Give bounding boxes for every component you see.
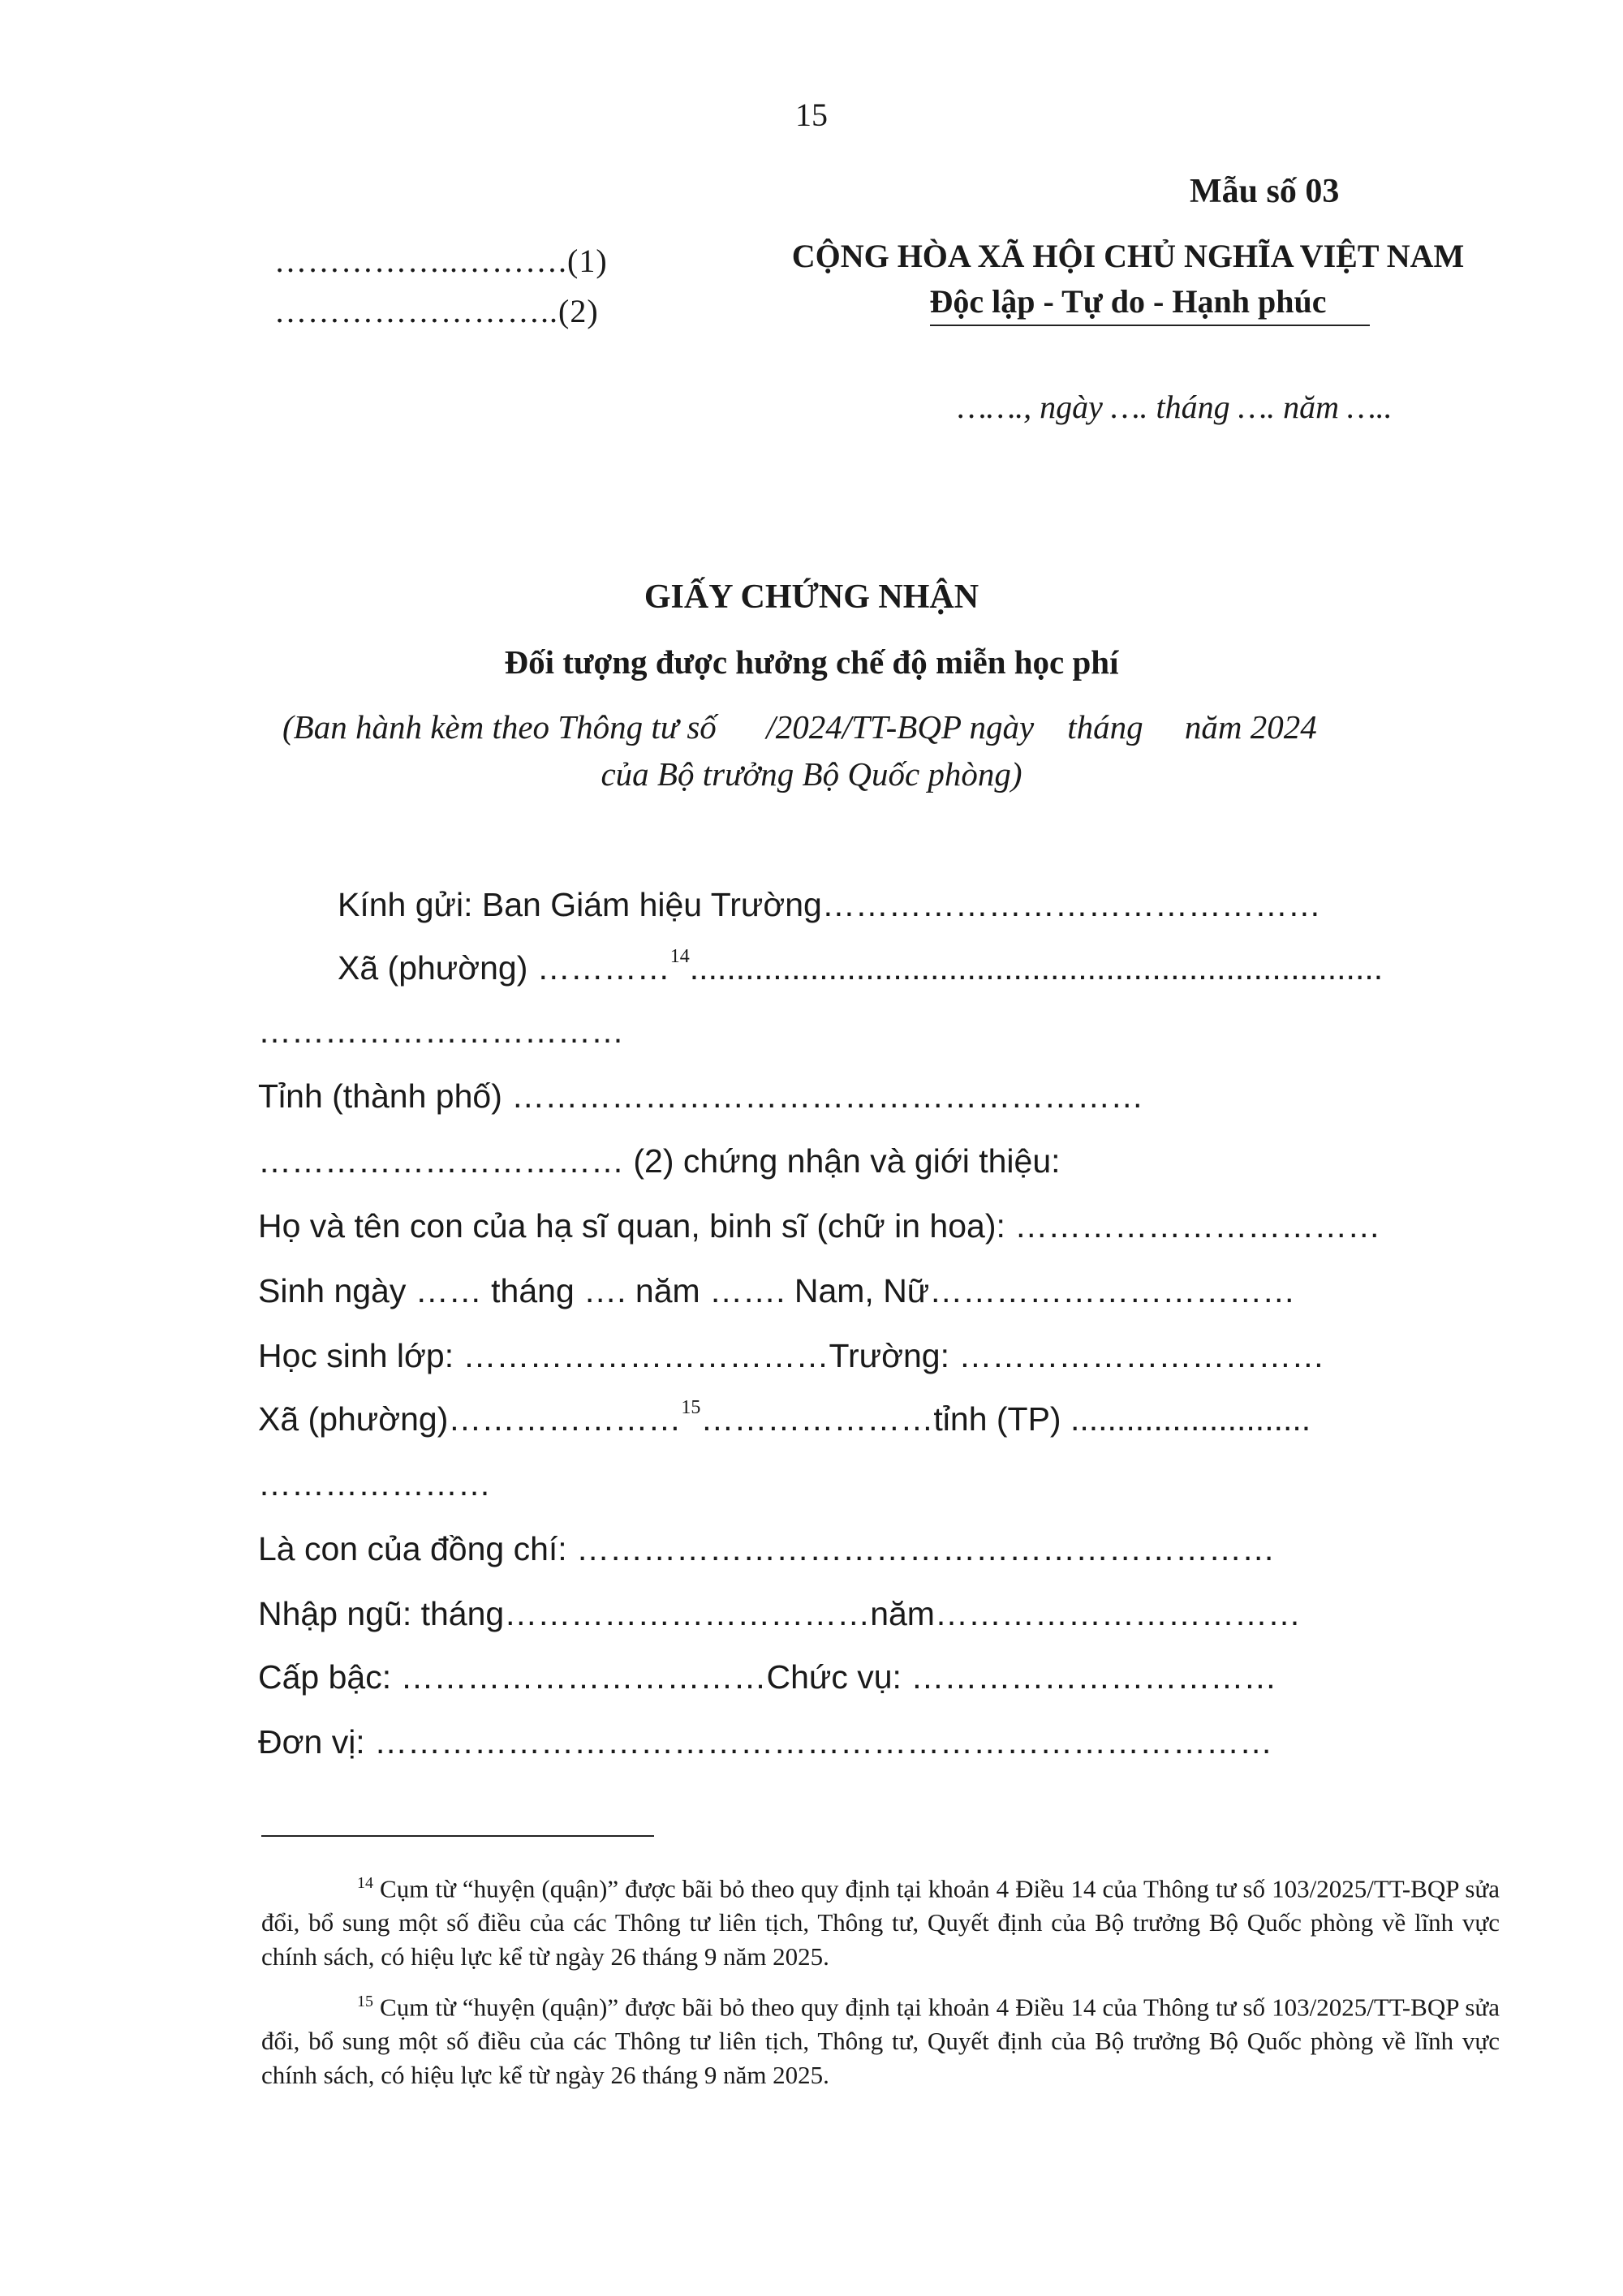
issued-by-line-2: của Bộ trưởng Bộ Quốc phòng) [601,755,1022,793]
field-xa-phuong-2-dots: …………………tỉnh (TP) .......................... [700,1400,1311,1438]
issued-by-line-1: (Ban hành kèm theo Thông tư số /2024/TT-BQP ngày tháng năm 2024 [282,708,1317,746]
field-xa-phuong-2-label: Xã (phường)………………… [258,1400,682,1438]
field-xa-phuong-1-label: Xã (phường) ………… [338,949,670,987]
footnote-14 [261,1866,1500,1974]
national-title: CỘNG HÒA XÃ HỘI CHỦ NGHĨA VIỆT NAM [791,238,1465,274]
field-nhap-ngu: Nhập ngũ: tháng……………………………năm…………………………… [258,1595,1301,1632]
document-title: GIẤY CHỨNG NHẬN [644,578,979,616]
field-sinh-ngay: Sinh ngày …… tháng …. năm ……. Nam, Nữ…………………………… [258,1272,1296,1309]
footnote-15-number: 15 [357,1993,373,2010]
field-la-con: Là con của đồng chí: ……………………………………………………… [258,1530,1276,1567]
footnote-ref-14: 14 [669,946,690,968]
national-motto: Độc lập - Tự do - Hạnh phúc [929,283,1327,320]
dateline: ……., ngày …. tháng …. năm ….. [958,389,1393,425]
field-xa-phuong-1 [338,946,1384,987]
document-subtitle: Đối tượng được hưởng chế độ miễn học phí [504,643,1119,681]
motto-underline [930,325,1370,326]
footnote-separator [261,1835,654,1837]
issuing-org-line-2: ……………………..(2) [274,293,599,329]
field-dots-line-2: ………………… [258,1465,491,1503]
footnote-15 [261,1984,1500,2092]
footnote-14-text: Cụm từ “huyện (quận)” được bãi bỏ theo quy định tại khoản 4 Điều 14 của Thông tư số 103/2025/TT-BQP sửa đổi, bổ sung một số điều của các Thông tư liên tịch, Thông tư, Quyết định của Bộ trưởng Bộ Quốc phòng về lĩnh vực chính sách, có hiệu lực kể từ ngày 26 tháng 9 năm 2025. [261,1874,1500,1971]
footnote-15-text: Cụm từ “huyện (quận)” được bãi bỏ theo quy định tại khoản 4 Điều 14 của Thông tư số 103/2025/TT-BQP sửa đổi, bổ sung một số điều của các Thông tư liên tịch, Thông tư, Quyết định của Bộ trưởng Bộ Quốc phòng về lĩnh vực chính sách, có hiệu lực kể từ ngày 26 tháng 9 năm 2025. [261,1993,1500,2090]
form-number: Mẫu số 03 [1190,173,1340,210]
field-cap-bac: Cấp bậc: ……………………………Chức vụ: …………………………… [258,1658,1277,1696]
page-number: 15 [795,97,828,133]
field-xa-phuong-2 [258,1397,1311,1438]
field-ho-ten: Họ và tên con của hạ sĩ quan, binh sĩ (chữ in hoa): …………………………… [258,1207,1381,1245]
footnote-14-number: 14 [357,1874,373,1892]
field-xa-phuong-1-dots: ........................................................................... [689,949,1384,987]
field-hoc-sinh: Học sinh lớp: ……………………………Trường: …………………………… [258,1337,1325,1374]
field-chung-nhan: …………………………… (2) chứng nhận và giới thiệu: [258,1142,1061,1180]
field-tinh: Tỉnh (thành phố) ………………………………………………… [258,1077,1144,1115]
footnote-ref-15: 15 [681,1397,701,1419]
field-dots-line-1: …………………………… [258,1013,624,1050]
field-don-vi: Đơn vị: ……………………………………………………………………… [258,1723,1273,1761]
field-kinh-gui: Kính gửi: Ban Giám hiệu Trường……………………………………… [338,886,1321,923]
issuing-org-line-1: ……………..……….(1) [274,243,608,279]
